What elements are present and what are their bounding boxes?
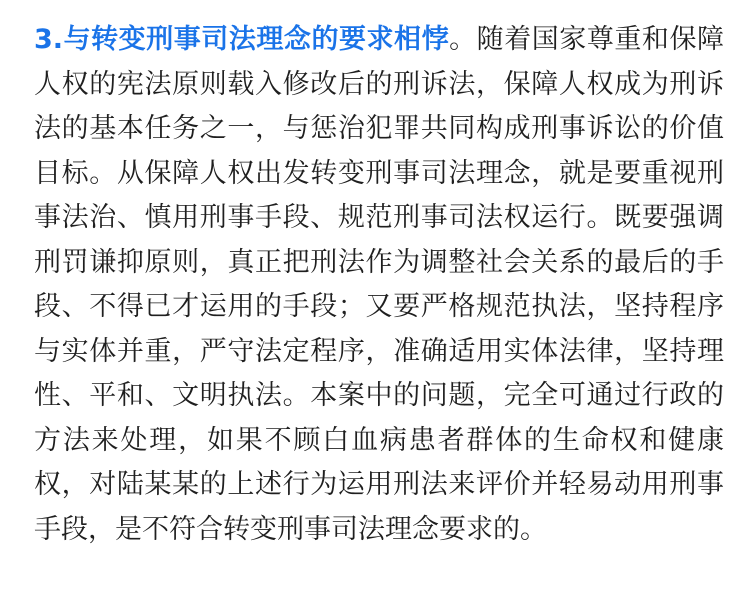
paragraph-line-6: 刑罚谦抑原则，真正把刑法作为调整社会关系的最后的手 bbox=[34, 246, 724, 278]
paragraph-line-5: 事法治、慎用刑事手段、规范刑事司法权运行。既要强调 bbox=[34, 202, 724, 233]
section-heading: 3.与转变刑事司法理念的要求相悖 bbox=[34, 24, 450, 55]
article-paragraph bbox=[34, 18, 724, 552]
paragraph-line-10: 方法来处理，如果不顾白血病患者群体的生命权和健康 bbox=[34, 424, 724, 456]
paragraph-line-4: 目标。从保障人权出发转变刑事司法理念，就是要重视刑 bbox=[34, 157, 724, 189]
paragraph-line-11: 权，对陆某某的上述行为运用刑法来评价并轻易动用刑事 bbox=[34, 469, 724, 500]
paragraph-line-7: 段、不得已才运用的手段；又要严格规范执法，坚持程序 bbox=[34, 291, 724, 322]
paragraph-line-2: 人权的宪法原则载入修改后的刑诉法，保障人权成为刑诉 bbox=[34, 68, 724, 100]
paragraph-line-3: 法的基本任务之一，与惩治犯罪共同构成刑事诉讼的价值 bbox=[34, 113, 724, 144]
paragraph-line-9: 性、平和、文明执法。本案中的问题，完全可通过行政的 bbox=[34, 380, 724, 411]
paragraph-line-12: 手段，是不符合转变刑事司法理念要求的。 bbox=[34, 513, 547, 545]
paragraph-line-8: 与实体并重，严守法定程序，准确适用实体法律，坚持理 bbox=[34, 335, 724, 367]
paragraph-line-1 bbox=[34, 18, 724, 63]
paragraph-line-1-text: 。随着国家尊重和保障 bbox=[449, 24, 724, 55]
